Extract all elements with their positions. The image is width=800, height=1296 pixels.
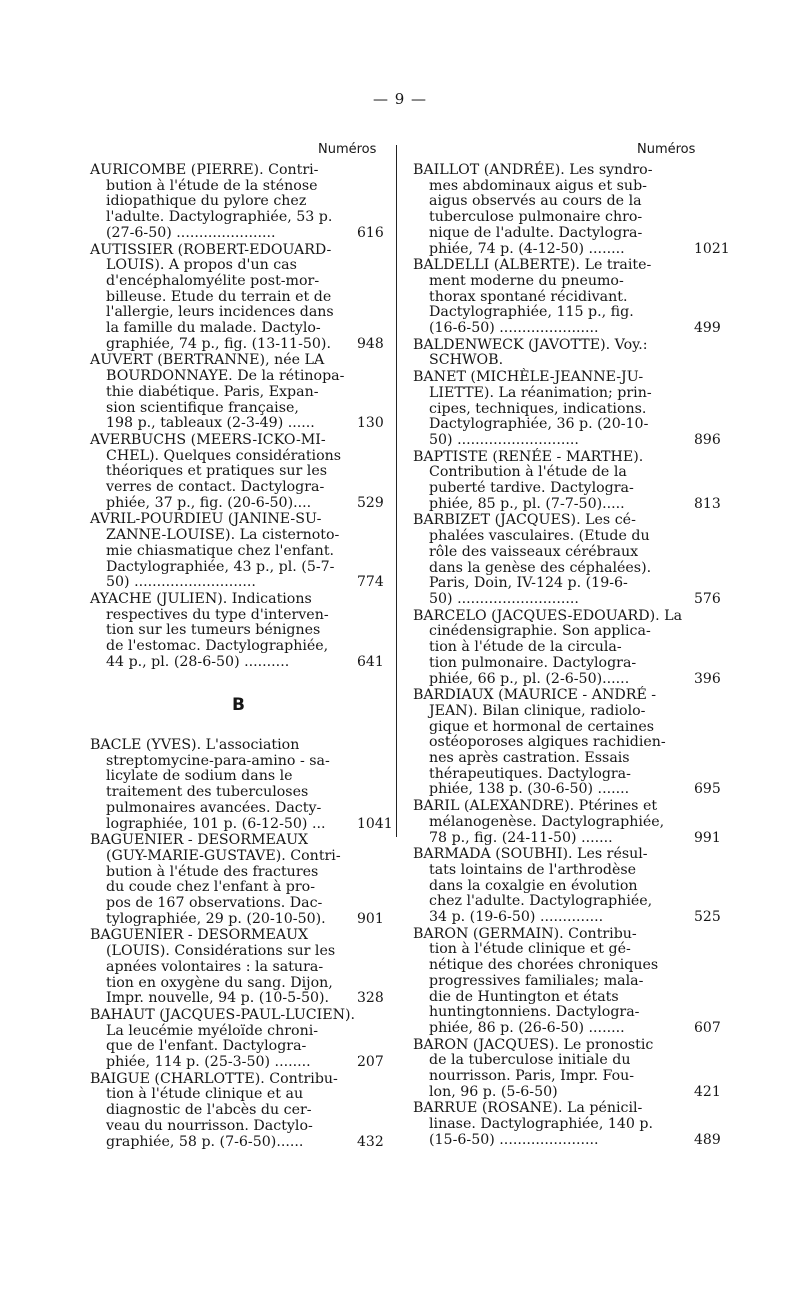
entry-author-line: AUTISSIER (ROBERT-EDOUARD-: [90, 241, 332, 258]
entry-text-line: die de Huntington et états: [429, 988, 619, 1005]
entry-number: 432: [357, 1133, 384, 1150]
entry-text-line: nes après castration. Essais: [429, 750, 630, 767]
entry-text-line: tion à l'étude clinique et au: [106, 1086, 304, 1103]
bibliography-entry: [413, 925, 721, 1037]
page-number: — 9 —: [372, 90, 428, 108]
bibliography-entry: [90, 592, 390, 671]
entry-text-line: mie chiasmatique chez l'enfant.: [106, 542, 335, 559]
entry-text-line: ZANNE-LOUISE). La cisternoto-: [106, 527, 340, 544]
entry-text-line: respectives du type d'interven-: [106, 606, 329, 623]
entry-text-line: Paris, Doin, IV-124 p. (19-6-: [429, 575, 628, 592]
entry-text-line: dans la genèse des céphalées).: [429, 559, 652, 576]
entry-text-line: (15-6-50) ......................: [429, 1131, 599, 1148]
bibliography-entry: [413, 1036, 721, 1101]
entry-text-line: thorax spontané récidivant.: [429, 288, 628, 305]
bibliography-entry: [90, 833, 390, 927]
bibliography-entry: [413, 846, 721, 926]
entry-text-line: sion scientifique française,: [106, 399, 299, 416]
entry-number: 896: [694, 431, 721, 448]
entry-text-line: tuberculose pulmonaire chro-: [429, 209, 643, 226]
entry-number: 1021: [694, 240, 730, 257]
entry-number: 328: [357, 990, 384, 1007]
entry-text-line: nétique des chorées chroniques: [429, 957, 659, 974]
entry-author-line: BARMADA (SOUBHI). Les résul-: [413, 846, 648, 863]
bibliography-entry: [90, 433, 390, 512]
entry-text-line: BOURDONNAYE. De la rétinopa-: [106, 368, 345, 385]
bibliography-entry: [90, 737, 393, 832]
entry-text-line: rôle des vaisseaux cérébraux: [429, 543, 639, 560]
entry-text-line: ment moderne du pneumo-: [429, 272, 624, 289]
entry-text-line: ostéoporoses algiques rachidien-: [429, 734, 666, 751]
entry-number: 616: [357, 224, 384, 241]
entry-text-line: du coude chez l'enfant à pro-: [106, 879, 316, 896]
entry-text-line: nourrisson. Paris, Impr. Fou-: [429, 1068, 635, 1085]
entry-text-line: licylate de sodium dans le: [106, 768, 293, 785]
entry-text-line: puberté tardive. Dactylogra-: [429, 480, 634, 497]
entry-text-line: tylographiée, 29 p. (20-10-50).: [106, 910, 326, 927]
entry-number: 207: [357, 1054, 384, 1071]
entry-number: 901: [357, 910, 384, 927]
entry-text-line: phiée, 138 p. (30-6-50) .......: [429, 781, 630, 798]
column-divider: [396, 145, 397, 837]
entry-text-line: tion à l'étude clinique et gé-: [429, 941, 631, 958]
right-column-entries: [413, 162, 730, 1150]
entry-text-line: tats lointains de l'arthrodèse: [429, 861, 637, 878]
bibliography-entry: [90, 163, 390, 242]
bibliography-entry: [90, 1008, 390, 1071]
entry-author-line: BAGUENIER - DESORMEAUX: [90, 927, 309, 944]
entry-author-line: BACLE (YVES). L'association: [90, 737, 300, 753]
entry-author-line: AVRIL-POURDIEU (JANINE-SU-: [90, 511, 322, 528]
entry-author-line: BAHAUT (JACQUES-PAUL-LUCIEN).: [90, 1006, 356, 1023]
entry-author-line: BARRUE (ROSANE). La pénicil-: [413, 1100, 643, 1117]
entry-number: 576: [694, 590, 721, 607]
entry-text-line: lon, 96 p. (5-6-50): [429, 1083, 558, 1100]
entry-number: 130: [357, 415, 384, 432]
entry-number: 529: [357, 494, 384, 511]
left-column-entries-b: [90, 737, 393, 1151]
bibliography-entry: [413, 162, 730, 257]
entry-number: 525: [694, 909, 721, 926]
entry-text-line: d'encéphalomyélite post-mor-: [106, 272, 320, 289]
entry-text-line: CHEL). Quelques considérations: [106, 447, 342, 464]
entry-text-line: tion pulmonaire. Dactylogra-: [429, 654, 637, 671]
entry-number: 641: [357, 653, 384, 670]
entry-text-line: bution à l'étude de la sténose: [106, 177, 318, 194]
entry-text-line: 50) ...........................: [429, 431, 579, 448]
entry-author-line: BANET (MICHÈLE-JEANNE-JU-: [413, 369, 644, 386]
bibliography-entry: [413, 257, 721, 337]
bibliography-entry: [413, 607, 721, 688]
entry-text-line: Dactylographiée, 115 p., fig.: [429, 304, 634, 321]
entry-text-line: linase. Dactylographiée, 140 p.: [429, 1116, 654, 1133]
entry-number: 421: [694, 1083, 721, 1100]
entry-author-line: AVERBUCHS (MEERS-ICKO-MI-: [90, 431, 326, 448]
entry-number: 489: [694, 1131, 721, 1148]
entry-text-line: gique et hormonal de certaines: [429, 718, 655, 735]
bibliography-entry: [90, 1072, 390, 1151]
entry-text-line: LIETTE). La réanimation; prin-: [429, 384, 652, 401]
bibliography-entry: [90, 353, 390, 432]
entry-text-line: tion en oxygène du sang. Dijon,: [106, 974, 333, 991]
entry-text-line: 198 p., tableaux (2-3-49) ......: [106, 415, 315, 432]
entry-text-line: huntingtonniens. Dactylogra-: [429, 1004, 640, 1021]
entry-number: 396: [694, 670, 721, 687]
entry-text-line: (16-6-50) ......................: [429, 320, 599, 337]
entry-text-line: progressives familiales; mala-: [429, 972, 644, 989]
entry-text-line: 78 p., fig. (24-11-50) .......: [429, 829, 613, 846]
entry-text-line: JEAN). Bilan clinique, radiolo-: [429, 702, 646, 719]
bibliography-entry: [413, 369, 721, 449]
entry-text-line: phiée, 66 p., pl. (2-6-50)......: [429, 670, 630, 687]
entry-text-line: l'allergie, leurs incidences dans: [106, 304, 334, 321]
entry-text-line: veau du nourrisson. Dactylo-: [106, 1117, 313, 1134]
entry-text-line: 50) ...........................: [106, 574, 256, 591]
bibliography-entry: [413, 687, 721, 798]
entry-text-line: chez l'adulte. Dactylographiée,: [429, 893, 653, 910]
entry-text-line: cipes, techniques, indications.: [429, 400, 647, 417]
entry-author-line: BAGUENIER - DESORMEAUX: [90, 832, 309, 849]
entry-text-line: Dactylographiée, 43 p., pl. (5-7-: [106, 558, 335, 575]
entry-author-line: BALDENWECK (JAVOTTE). Voy.:: [413, 336, 648, 353]
left-column-entries-a: [90, 163, 390, 672]
bibliography-entry: [90, 512, 390, 591]
entry-text-line: thie diabétique. Paris, Expan-: [106, 383, 319, 400]
entry-author-line: BARCELO (JACQUES-EDOUARD). La: [413, 607, 683, 624]
entry-text-line: (LOUIS). Considérations sur les: [106, 943, 336, 960]
entry-text-line: diagnostic de l'abcès du cer-: [106, 1102, 312, 1119]
entry-text-line: tion sur les tumeurs bénignes: [106, 622, 321, 639]
entry-text-line: (27-6-50) ......................: [106, 224, 276, 241]
entry-text-line: 34 p. (19-6-50) ..............: [429, 909, 604, 926]
entry-text-line: phalées vasculaires. (Etude du: [429, 528, 650, 545]
entry-text-line: graphiée, 58 p. (7-6-50)......: [106, 1133, 304, 1150]
entry-number: 695: [694, 781, 721, 798]
entry-text-line: billeuse. Etude du terrain et de: [106, 288, 332, 305]
bibliography-entry: [413, 1100, 721, 1148]
entry-text-line: phiée, 85 p., pl. (7-7-50).....: [429, 495, 625, 512]
entry-number: 1041: [357, 815, 393, 832]
entry-number: 499: [694, 320, 721, 337]
entry-author-line: AUVERT (BERTRANNE), née LA: [90, 352, 325, 369]
entry-text-line: que de l'enfant. Dactylogra-: [106, 1038, 307, 1055]
entry-author-line: BARON (GERMAIN). Contribu-: [413, 925, 637, 942]
entry-text-line: apnées volontaires : la satura-: [106, 958, 324, 975]
entry-author-line: BAPTISTE (RENÉE - MARTHE).: [413, 448, 644, 465]
entry-number: 948: [357, 335, 384, 352]
entry-author-line: BAILLOT (ANDRÉE). Les syndro-: [413, 162, 653, 178]
entry-text-line: nique de l'adulte. Dactylogra-: [429, 224, 643, 241]
entry-text-line: LOUIS). A propos d'un cas: [106, 257, 297, 274]
entry-text-line: aigus observés au cours de la: [429, 193, 642, 210]
bibliography-entry: [413, 798, 721, 846]
entry-text-line: l'adulte. Dactylographiée, 53 p.: [106, 209, 333, 226]
entry-author-line: BARON (JACQUES). Le pronostic: [413, 1036, 654, 1053]
entry-text-line: phiée, 114 p. (25-3-50) ........: [106, 1054, 311, 1071]
bibliography-entry: [413, 512, 721, 607]
entry-number: 813: [694, 495, 721, 512]
entry-number: 991: [694, 829, 721, 846]
bibliography-entry: [90, 928, 390, 1007]
entry-text-line: dans la coxalgie en évolution: [429, 877, 638, 894]
entry-author-line: AURICOMBE (PIERRE). Contri-: [90, 162, 319, 178]
entry-text-line: phiée, 86 p. (26-6-50) ........: [429, 1019, 625, 1036]
entry-text-line: de l'estomac. Dactylographiée,: [106, 638, 329, 655]
entry-text-line: théoriques et pratiques sur les: [106, 463, 328, 480]
bibliography-entry: [413, 448, 721, 513]
entry-text-line: 50) ...........................: [429, 590, 579, 607]
entry-text-line: bution à l'étude des fractures: [106, 863, 319, 880]
bibliography-entry: [413, 338, 713, 369]
entry-text-line: pos de 167 observations. Dac-: [106, 895, 323, 912]
entry-text-line: thérapeutiques. Dactylogra-: [429, 765, 631, 782]
entry-text-line: pulmonaires avancées. Dacty-: [106, 799, 322, 816]
entry-author-line: BAIGUE (CHARLOTTE). Contribu-: [90, 1070, 338, 1087]
entry-text-line: mes abdominaux aigus et sub-: [429, 177, 647, 194]
entry-text-line: phiée, 74 p. (4-12-50) ........: [429, 240, 625, 257]
entry-author-line: BALDELLI (ALBERTE). Le traite-: [413, 257, 652, 274]
bibliography-entry: [90, 243, 390, 353]
entry-number: 774: [357, 574, 384, 591]
entry-text-line: SCHWOB.: [429, 352, 504, 369]
entry-text-line: lographiée, 101 p. (6-12-50) ...: [106, 815, 326, 832]
entry-text-line: La leucémie myéloïde chroni-: [106, 1022, 319, 1039]
section-letter: B: [232, 695, 245, 715]
entry-author-line: BARDIAUX (MAURICE - ANDRÉ -: [413, 687, 657, 704]
entry-text-line: graphiée, 74 p., fig. (13-11-50).: [106, 335, 331, 352]
left-column-header: Numéros: [318, 142, 377, 157]
entry-text-line: traitement des tuberculoses: [106, 784, 309, 801]
entry-text-line: 44 p., pl. (28-6-50) ..........: [106, 653, 290, 670]
entry-text-line: cinédensigraphie. Son applica-: [429, 623, 651, 640]
entry-number: 607: [694, 1019, 721, 1036]
entry-text-line: tion à l'étude de la circula-: [429, 639, 622, 656]
entry-text-line: de la tuberculose initiale du: [429, 1052, 631, 1069]
entry-author-line: BARIL (ALEXANDRE). Ptérines et: [413, 798, 658, 815]
entry-text-line: idiopathique du pylore chez: [106, 193, 307, 210]
entry-text-line: verres de contact. Dactylogra-: [106, 479, 325, 496]
entry-text-line: la famille du malade. Dactylo-: [106, 320, 321, 337]
entry-author-line: AYACHE (JULIEN). Indications: [90, 590, 312, 607]
right-column-header: Numéros: [637, 142, 696, 157]
entry-text-line: streptomycine-para-amino - sa-: [106, 752, 330, 769]
entry-text-line: Impr. nouvelle, 94 p. (10-5-50).: [106, 990, 330, 1007]
entry-text-line: mélanogenèse. Dactylographiée,: [429, 813, 665, 830]
entry-text-line: Contribution à l'étude de la: [429, 464, 627, 481]
entry-text-line: Dactylographiée, 36 p. (20-10-: [429, 416, 649, 433]
entry-text-line: (GUY-MARIE-GUSTAVE). Contri-: [106, 847, 341, 864]
entry-text-line: phiée, 37 p., fig. (20-6-50)....: [106, 494, 312, 511]
entry-author-line: BARBIZET (JACQUES). Les cé-: [413, 512, 636, 529]
